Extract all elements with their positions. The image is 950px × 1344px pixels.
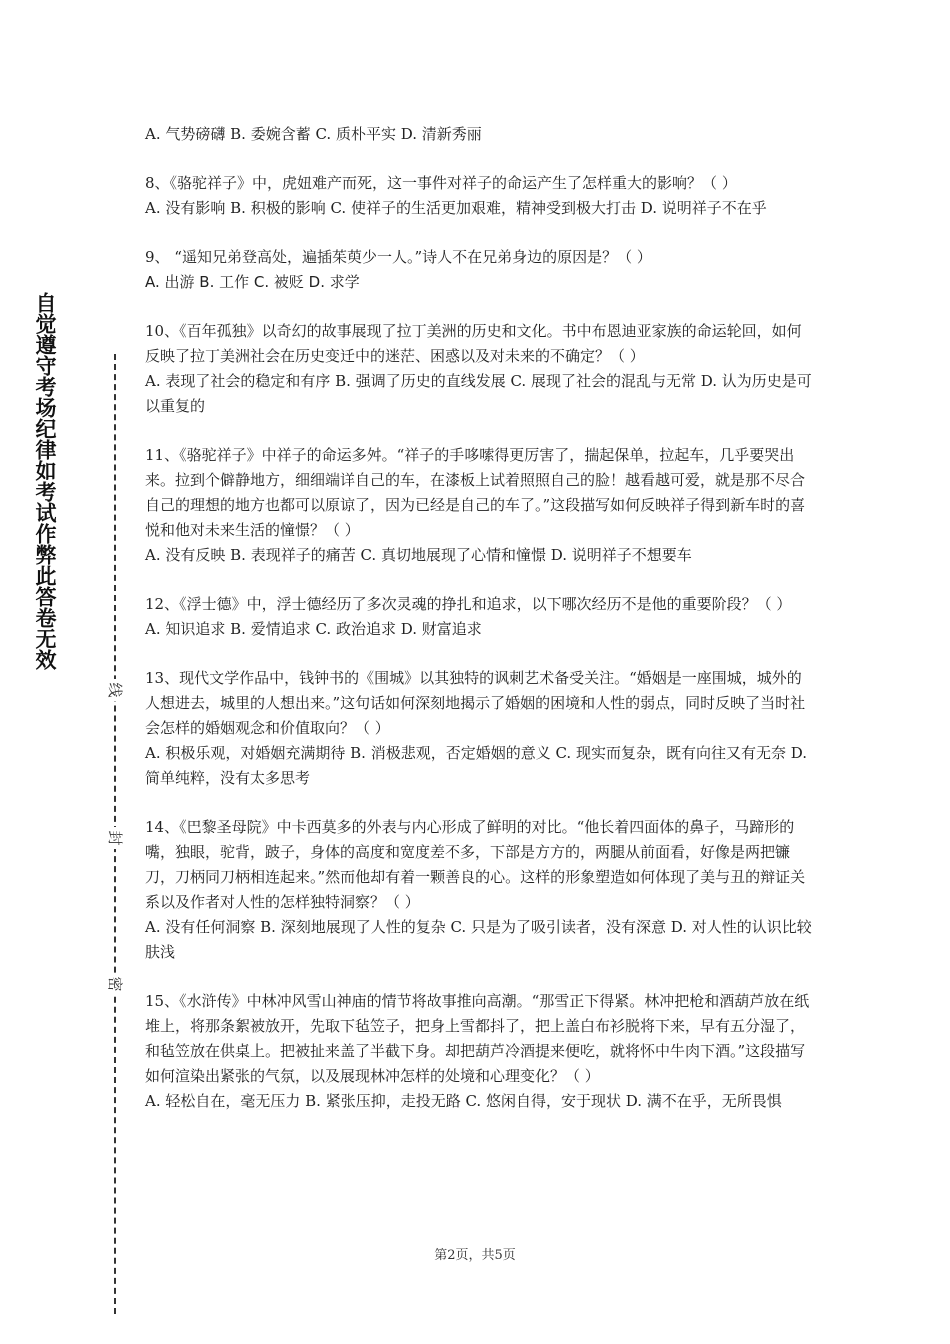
question-13 (145, 666, 813, 791)
question-10-options: A. 表现了社会的稳定和有序 B. 强调了历史的直线发展 C. 展现了社会的混乱与无常 D. 认为历史是可以重复的 (145, 372, 812, 415)
question-9-options: A. 出游 B. 工作 C. 被贬 D. 求学 (145, 273, 360, 291)
question-15-stem: 15、《水浒传》中林冲风雪山神庙的情节将故事推向高潮。“那雪正下得紧。林冲把枪和酒葫芦放在纸堆上，将那条絮被放开，先取下毡笠子，把身上雪都抖了，把上盖白布衫脱将下来，早有五分湿了，和毡笠放在供桌上。把被扯来盖了半截下身。却把葫芦冷酒提来便吃，就将怀中牛肉下酒。”这段描写如何渲染出紧张的气氛，以及展现林冲怎样的处境和心理变化？（ ） (145, 992, 810, 1085)
question-13-stem: 13、现代文学作品中，钱钟书的《围城》以其独特的讽刺艺术备受关注。“婚姻是一座围城，城外的人想进去，城里的人想出来。”这句话如何深刻地揭示了婚姻的困境和人性的弱点，同时反映了当时社会怎样的婚姻观念和价值取向？（ ） (145, 669, 806, 737)
question-list (145, 122, 813, 1114)
exam-discipline-notice: 自觉遵守考场纪律如考试作弊此答卷无效 (33, 292, 57, 670)
question-13-options: A. 积极乐观，对婚姻充满期待 B. 消极悲观，否定婚姻的意义 C. 现实而复杂，既有向往又有无奈 D. 简单纯粹，没有太多思考 (145, 744, 807, 787)
question-8-stem: 8、《骆驼祥子》中，虎妞难产而死，这一事件对祥子的命运产生了怎样重大的影响？（ ） (145, 174, 737, 192)
page-number: 第2页，共5页 (434, 1248, 516, 1263)
question-8-options: A. 没有影响 B. 积极的影响 C. 使祥子的生活更加艰难，精神受到极大打击 D. 说明祥子不在乎 (145, 199, 767, 217)
question-15 (145, 989, 813, 1114)
question-11-options: A. 没有反映 B. 表现祥子的痛苦 C. 真切地展现了心情和憧憬 D. 说明祥子不想要车 (145, 546, 692, 564)
question-9 (145, 245, 813, 295)
question-9-stem: 9、 “遥知兄弟登高处，遍插茱萸少一人。”诗人不在兄弟身边的原因是？（ ） (145, 248, 652, 266)
question-10 (145, 319, 813, 419)
binding-mark-xian: 线 (103, 679, 127, 701)
binding-mark-mi: 密 (103, 973, 127, 995)
question-15-options: A. 轻松自在，毫无压力 B. 紧张压抑，走投无路 C. 悠闲自得，安于现状 D. 满不在乎，无所畏惧 (145, 1092, 782, 1110)
question-11 (145, 443, 813, 568)
question-12 (145, 592, 813, 642)
question-14-stem: 14、《巴黎圣母院》中卡西莫多的外表与内心形成了鲜明的对比。“他长着四面体的鼻子，马蹄形的嘴，独眼，驼背，跛子，身体的高度和宽度差不多，下部是方方的，两腿从前面看，好像是两把镰刀，刀柄同刀柄相连起来。”然而他却有着一颗善良的心。这样的形象塑造如何体现了美与丑的辩证关系以及作者对人性的怎样独特洞察？（ ） (145, 818, 806, 911)
question-7-options: A. 气势磅礴 B. 委婉含蓄 C. 质朴平实 D. 清新秀丽 (145, 125, 482, 143)
question-14 (145, 815, 813, 965)
question-10-stem: 10、《百年孤独》以奇幻的故事展现了拉丁美洲的历史和文化。书中布恩迪亚家族的命运轮回，如何反映了拉丁美洲社会在历史变迁中的迷茫、困惑以及对未来的不确定？（ ） (145, 322, 802, 365)
question-11-stem: 11、《骆驼祥子》中祥子的命运多舛。“祥子的手哆嗦得更厉害了，揣起保单，拉起车，几乎要哭出来。拉到个僻静地方，细细端详自己的车，在漆板上试着照照自己的脸！越看越可爱，就是那不尽合自己的理想的地方也都可以原谅了，因为已经是自己的车了。”这段描写如何反映祥子得到新车时的喜悦和他对未来生活的憧憬？（ ） (145, 446, 806, 539)
binding-mark-feng: 封 (103, 827, 127, 849)
question-12-options: A. 知识追求 B. 爱情追求 C. 政治追求 D. 财富追求 (145, 620, 482, 638)
question-12-stem: 12、《浮士德》中，浮士德经历了多次灵魂的挣扎和追求，以下哪次经历不是他的重要阶段？（ ） (145, 595, 792, 613)
question-14-options: A. 没有任何洞察 B. 深刻地展现了人性的复杂 C. 只是为了吸引读者，没有深意 D. 对人性的认识比较肤浅 (145, 918, 812, 961)
question-8 (145, 171, 813, 221)
